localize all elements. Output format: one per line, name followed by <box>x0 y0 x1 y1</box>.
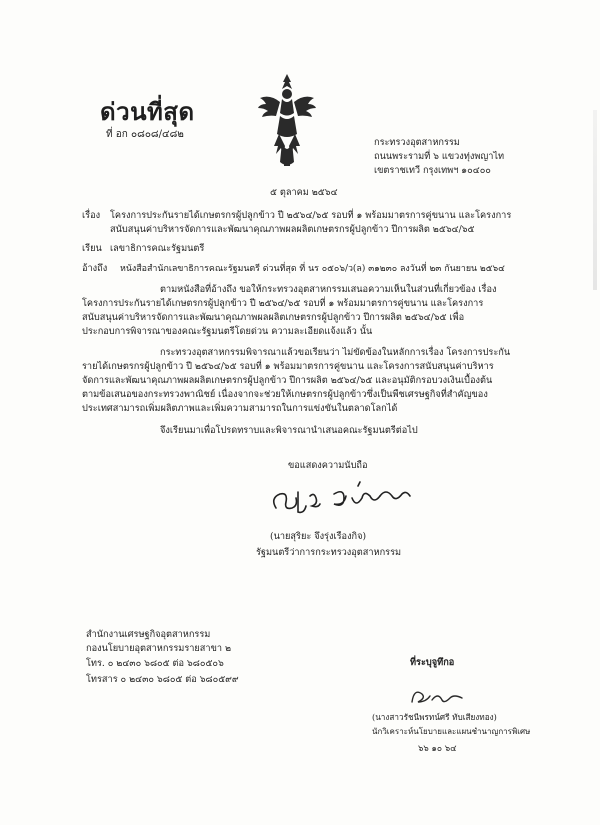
reference-label: อ้างถึง <box>82 263 108 274</box>
minister-signature-icon <box>268 478 418 524</box>
garuda-emblem-icon <box>258 72 316 168</box>
body-line: ตามข้อเสนอของกระทรวงพาณิชย์ เนื่องจากจะช่วยให้เกษตรกรผู้ปลูกข้าวซึ่งเป็นพืชเศรษฐกิจที่สำคัญของ <box>82 389 488 400</box>
footer-phone: โทร. ๐ ๒๔๓๐ ๖๘๐๕ ต่อ ๖๘๐๕๐๖ <box>86 658 224 669</box>
stamp-name: (นางสาวรัชนีพรทน์ศรี ทับเสียงทอง) <box>372 712 497 722</box>
urgency-heading: ด่วนที่สุด <box>100 97 195 126</box>
closing-salutation: ขอแสดงความนับถือ <box>288 460 368 471</box>
body-line: จัดการและพัฒนาคุณภาพผลผลิตเกษตรกรผู้ปลูกข้าว ปีการผลิต ๒๕๖๔/๖๕ และอนุมัติกรอบวงเงินเบื้องต้น <box>82 375 493 386</box>
subject-line: โครงการประกันรายได้เกษตรกรผู้ปลูกข้าว ปี ๒๕๖๔/๖๕ รอบที่ ๑ พร้อมมาตรการคู่ขนาน และโครงการ <box>110 210 512 221</box>
body-line: ประเทศสามารถเพิ่มผลิตภาพและเพิ่มความสามารถในการแข่งขันในตลาดโลกได้ <box>82 403 398 414</box>
sender-line: กระทรวงอุตสาหกรรม <box>374 137 460 148</box>
stamp-position: นักวิเคราะห์นโยบายและแผนชำนาญการพิเศษ <box>372 727 531 736</box>
body-line: โครงการประกันรายได้เกษตรกรผู้ปลูกข้าว ปี ๒๕๖๔/๖๕ รอบที่ ๑ พร้อมมาตรการคู่ขนาน และโครงการ <box>82 298 484 309</box>
closing-request: จึงเรียนมาเพื่อโปรดทราบและพิจารณานำเสนอคณะรัฐมนตรีต่อไป <box>160 425 418 436</box>
signer-position: รัฐมนตรีว่าการกระทรวงอุตสาหกรรม <box>256 547 402 558</box>
sender-line: ถนนพระรามที่ ๖ แขวงทุ่งพญาไท <box>374 151 505 162</box>
stamp-signature-icon <box>408 684 468 710</box>
sender-address <box>374 136 504 178</box>
subject-line: สนับสนุนค่าบริหารจัดการและพัฒนาคุณภาพผลผลิตเกษตรกรผู้ปลูกข้าว ปีการผลิต ๒๕๖๔/๖๕ <box>110 224 475 235</box>
body-line: ประกอบการพิจารณาของคณะรัฐมนตรีโดยด่วน ความละเอียดแจ้งแล้ว นั้น <box>82 326 373 337</box>
scan-shadow <box>593 110 597 290</box>
document-number: ที่ อก ๐๘๐๘/๔๘๒ <box>106 129 184 140</box>
letter-date: ๕ ตุลาคม ๒๕๖๔ <box>270 187 338 198</box>
sender-line: เขตราชเทวี กรุงเทพฯ ๑๐๔๐๐ <box>374 165 491 176</box>
footer-fax: โทรสาร ๐ ๒๔๓๐ ๖๘๐๕ ต่อ ๖๘๐๕๙๙ <box>86 674 239 685</box>
stamp-title: ที่ระบุจูทึกอ <box>410 657 455 668</box>
recipient-text: เลขาธิการคณะรัฐมนตรี <box>110 243 205 254</box>
body-line: ตามหนังสือที่อ้างถึง ขอให้กระทรวงอุตสาหกรรมเสนอความเห็นในส่วนที่เกี่ยวข้อง เรื่อง <box>160 284 497 295</box>
signer-name: (นายสุริยะ จึงรุ่งเรืองกิจ) <box>270 531 367 542</box>
body-line: สนับสนุนค่าบริหารจัดการและพัฒนาคุณภาพผลผลิตเกษตรกรผู้ปลูกข้าว ปีการผลิต ๒๕๖๔/๖๕ เพื่อ <box>82 312 465 323</box>
footer-division: กองนโยบายอุตสาหกรรมรายสาขา ๒ <box>86 643 231 654</box>
footer-office: สำนักงานเศรษฐกิจอุตสาหกรรม <box>86 629 211 640</box>
reference-text: หนังสือสำนักเลขาธิการคณะรัฐมนตรี ด่วนที่สุด ที่ นร ๐๕๐๖/ว(ล) ๓๑๒๓๐ ลงวันที่ ๒๓ กันยายน ๒๕๖๔ <box>120 264 505 274</box>
recipient-label: เรียน <box>82 243 102 254</box>
subject-label: เรื่อง <box>82 210 101 221</box>
body-line: กระทรวงอุตสาหกรรมพิจารณาแล้วขอเรียนว่า ไม่ขัดข้องในหลักการเรื่อง โครงการประกัน <box>160 347 511 358</box>
stamp-date: ๖๖ ๑๐ ๖๔ <box>418 744 457 754</box>
body-line: รายได้เกษตรกรผู้ปลูกข้าว ปี ๒๕๖๔/๖๕ รอบที่ ๑ พร้อมมาตรการคู่ขนาน และโครงการสนับสนุนค่าบริหาร <box>82 361 494 372</box>
